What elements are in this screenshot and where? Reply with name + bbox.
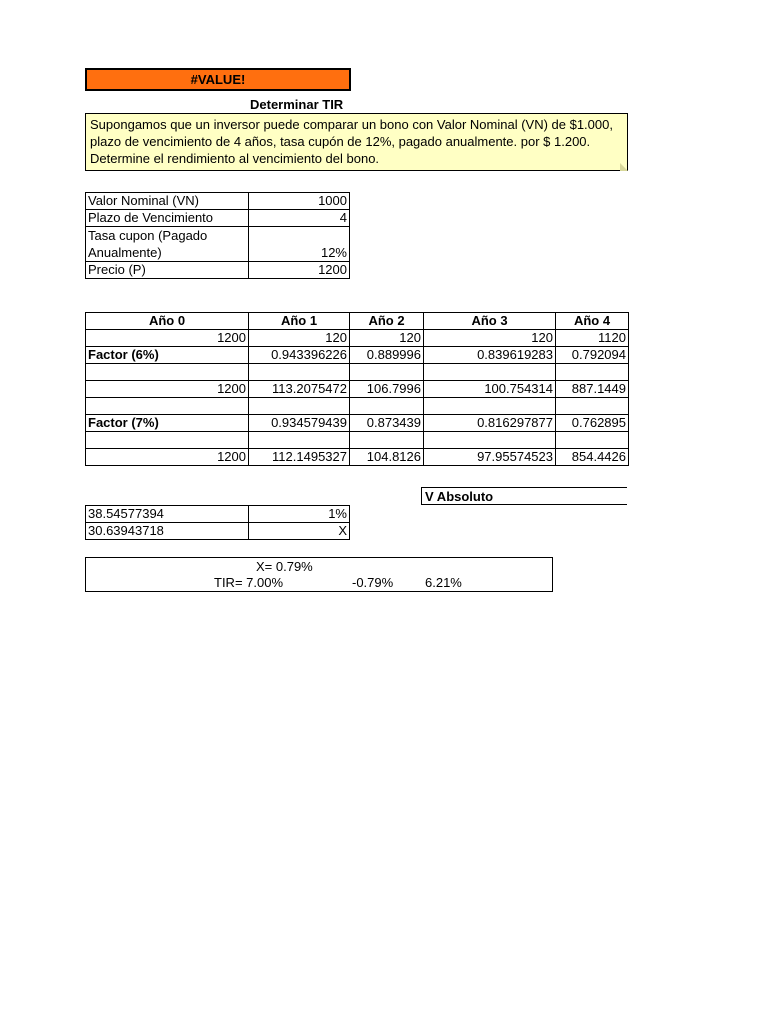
- table-cell[interactable]: 0.816297877: [424, 415, 556, 432]
- table-cell[interactable]: 97.95574523: [424, 449, 556, 466]
- table-cell[interactable]: 0.792094: [556, 347, 629, 364]
- table-row: [86, 347, 629, 364]
- table-cell[interactable]: 120: [350, 330, 424, 347]
- table-cell[interactable]: 0.762895: [556, 415, 629, 432]
- table-cell[interactable]: 112.1495327: [249, 449, 350, 466]
- table-cell[interactable]: 30.63943718: [86, 523, 249, 540]
- table-cell[interactable]: 0.934579439: [249, 415, 350, 432]
- column-header[interactable]: Año 4: [556, 313, 629, 330]
- table-row: [86, 398, 629, 415]
- table-row: [86, 262, 350, 279]
- param-label[interactable]: Plazo de Vencimiento: [86, 210, 249, 227]
- param-label-line: Anualmente): [88, 245, 162, 260]
- table-cell[interactable]: 1120: [556, 330, 629, 347]
- table-row: [86, 523, 350, 540]
- table-header-row: [86, 313, 629, 330]
- table-cell[interactable]: [556, 398, 629, 415]
- table-cell[interactable]: 1200: [86, 330, 249, 347]
- param-label[interactable]: Valor Nominal (VN): [86, 193, 249, 210]
- param-value[interactable]: 4: [249, 210, 350, 227]
- table-cell[interactable]: 100.754314: [424, 381, 556, 398]
- table-cell[interactable]: 104.8126: [350, 449, 424, 466]
- param-label[interactable]: [86, 227, 249, 262]
- column-header[interactable]: Año 1: [249, 313, 350, 330]
- column-header[interactable]: Año 0: [86, 313, 249, 330]
- table-cell[interactable]: [86, 398, 249, 415]
- subtitle: Determinar TIR: [250, 97, 344, 112]
- table-row: [86, 330, 629, 347]
- column-header[interactable]: Año 3: [424, 313, 556, 330]
- table-cell[interactable]: 854.4426: [556, 449, 629, 466]
- table-cell[interactable]: [249, 398, 350, 415]
- result-box[interactable]: [85, 557, 553, 592]
- table-row: [86, 415, 629, 432]
- table-cell[interactable]: Factor (7%): [86, 415, 249, 432]
- table-cell[interactable]: 120: [249, 330, 350, 347]
- table-cell[interactable]: [249, 364, 350, 381]
- result-value: -0.79%: [352, 575, 394, 590]
- param-value[interactable]: 12%: [249, 227, 350, 262]
- tir-result: TIR= 7.00%: [214, 575, 284, 590]
- v-absoluto-cell[interactable]: V Absoluto: [421, 487, 627, 505]
- table-cell[interactable]: [350, 432, 424, 449]
- table-cell[interactable]: Factor (6%): [86, 347, 249, 364]
- table-cell[interactable]: [424, 432, 556, 449]
- table-row: [86, 381, 629, 398]
- table-row: [86, 432, 629, 449]
- table-row: [86, 193, 350, 210]
- table-cell[interactable]: [424, 398, 556, 415]
- table-cell[interactable]: 106.7996: [350, 381, 424, 398]
- table-cell[interactable]: [86, 432, 249, 449]
- table-row: [86, 210, 350, 227]
- interpolation-table: [85, 505, 350, 540]
- table-row: [86, 227, 350, 262]
- table-cell[interactable]: 38.54577394: [86, 506, 249, 523]
- table-cell[interactable]: X: [249, 523, 350, 540]
- note-fold-icon: [620, 163, 628, 171]
- table-cell[interactable]: [350, 398, 424, 415]
- param-label-line: Tasa cupon (Pagado: [88, 228, 208, 243]
- x-result: X= 0.79%: [256, 559, 313, 574]
- table-cell[interactable]: [424, 364, 556, 381]
- table-cell[interactable]: 1200: [86, 381, 249, 398]
- table-cell[interactable]: 120: [424, 330, 556, 347]
- result-value: 6.21%: [425, 575, 462, 590]
- param-value[interactable]: 1200: [249, 262, 350, 279]
- table-cell[interactable]: [350, 364, 424, 381]
- note-text: Supongamos que un inversor puede comparar un bono con Valor Nominal (VN) de $1.000, plazo de vencimiento de 4 años, tasa cupón de 12%, pagado anualmente. por $ 1.200. Determine el rendimiento al vencimiento del bono.: [90, 117, 613, 166]
- table-cell[interactable]: [249, 432, 350, 449]
- table-row: [86, 449, 629, 466]
- param-label[interactable]: Precio (P): [86, 262, 249, 279]
- table-cell[interactable]: [556, 364, 629, 381]
- table-row: [86, 364, 629, 381]
- table-cell[interactable]: 0.873439: [350, 415, 424, 432]
- table-cell[interactable]: 1%: [249, 506, 350, 523]
- column-header[interactable]: Año 2: [350, 313, 424, 330]
- param-value[interactable]: 1000: [249, 193, 350, 210]
- table-cell[interactable]: [86, 364, 249, 381]
- table-cell[interactable]: 0.839619283: [424, 347, 556, 364]
- parameters-table: [85, 192, 350, 279]
- table-cell[interactable]: 1200: [86, 449, 249, 466]
- table-cell[interactable]: 0.889996: [350, 347, 424, 364]
- error-title-cell[interactable]: #VALUE!: [85, 68, 351, 91]
- table-cell[interactable]: [556, 432, 629, 449]
- cash-flows-table: [85, 312, 629, 466]
- comment-note[interactable]: [85, 113, 628, 171]
- table-cell[interactable]: 113.2075472: [249, 381, 350, 398]
- table-row: [86, 506, 350, 523]
- table-cell[interactable]: 887.1449: [556, 381, 629, 398]
- table-cell[interactable]: 0.943396226: [249, 347, 350, 364]
